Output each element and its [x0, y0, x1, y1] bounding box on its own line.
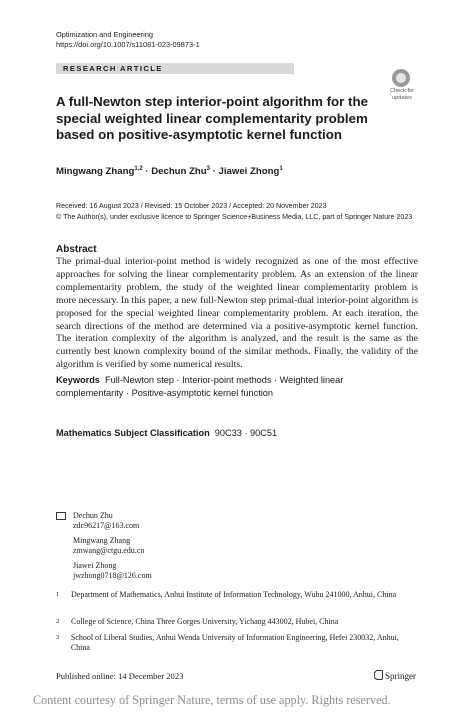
dates-line: Received: 16 August 2023 / Revised: 15 October 2023 / Accepted: 20 November 2023: [56, 202, 327, 210]
corresponding-author-name: Dechun Zhu: [73, 511, 113, 520]
doi-link[interactable]: https://doi.org/10.1007/s11081-023-09873-1: [56, 40, 200, 49]
author-name: Jiawei Zhong: [218, 166, 280, 177]
keywords-text: Full-Newton step · Interior-point methods · Weighted linear complementarity · Positive-asymptotic kernel function: [56, 375, 344, 398]
publisher-logo: [374, 670, 416, 681]
journal-name: Optimization and Engineering: [56, 30, 153, 39]
check-for-updates-badge[interactable]: [385, 69, 419, 104]
article-title: A full-Newton step interior-point algorithm for the special weighted linear complementarity problem based on positive-asymptotic kernel function: [56, 94, 368, 142]
author-name: Jiawei Zhong: [73, 560, 117, 570]
author-affiliation-ref: 1,2: [134, 165, 143, 172]
msc-codes: 90C33 · 90C51: [214, 428, 278, 438]
article-type-label: RESEARCH ARTICLE: [63, 64, 163, 73]
springer-horse-icon: [374, 670, 383, 680]
article-history: [56, 201, 412, 222]
abstract-text: The primal-dual interior-point method is widely recognized as one of the most effective approaches for solving the linear complementarity problem. As an extension of the linear complementarity problem, the study of the weighted linear complementarity problem is more necessary. In this paper, a new full-Newton step primal-dual interior-point algorithm is proposed for the special weighted linear complementarity problem. At each iteration, the search directions of the method are determined via a positive-asymptotic kernel function. The iteration complexity of the algorithm is analyzed, and the result is the same as the currently best known complexity bound of the similar methods. Finally, the validity of the algorithm is verified by some numerical results.: [56, 256, 418, 371]
author-affiliation-ref: 1: [279, 165, 283, 172]
affiliation-number: 1: [56, 591, 60, 598]
affiliation-text: School of Liberal Studies, Anhui Wenda University of Information Engineering, Hefei 230032, Anhui, China: [70, 633, 399, 653]
abstract-heading: Abstract: [56, 244, 97, 255]
affiliation-text: Department of Mathematics, Anhui Institute of Information Technology, Wuhu 241000, Anhui, China: [71, 590, 397, 599]
affiliation-text: College of Science, China Three Gorges University, Yichang 443002, Hubei, China: [71, 617, 339, 626]
author-name: Mingwang Zhang: [73, 535, 131, 545]
author-affiliation-ref: 3: [206, 165, 210, 172]
msc-label: Mathematics Subject Classification: [56, 428, 210, 438]
affiliation: [56, 633, 416, 654]
author-name: Dechun Zhu: [151, 166, 207, 177]
author-email[interactable]: zmwang@ctgu.edu.cn: [73, 546, 145, 556]
author-list: Mingwang Zhang$^{1,2}$ · Dechun Zhu$^3$ · Jiawei Zhong$^1$: [56, 165, 283, 177]
author-email[interactable]: jwzhong0718@126.com: [73, 571, 152, 581]
published-date: Published online: 14 December 2023: [56, 671, 184, 681]
copyright-line: © The Author(s), under exclusive licence to Springer Science+Business Media, LLC, part of Springer Nature 2023: [56, 212, 413, 221]
affiliation-number: 3: [56, 634, 60, 641]
envelope-icon: [56, 512, 66, 520]
msc-classification: [56, 427, 277, 439]
keywords: [56, 374, 386, 399]
courtesy-notice: Content courtesy of Springer Nature, terms of use apply. Rights reserved.: [33, 693, 391, 707]
publisher-name: Springer: [385, 671, 416, 681]
author-email[interactable]: zdc96217@163.com: [73, 521, 140, 531]
check-for-updates-icon: [392, 69, 410, 87]
keywords-label: Keywords: [56, 375, 100, 385]
affiliation: [56, 617, 416, 627]
check-for-updates-label: Check for updates: [390, 88, 414, 101]
affiliation: [56, 590, 416, 600]
author-name: Mingwang Zhang: [56, 166, 135, 177]
affiliation-number: 2: [56, 618, 60, 625]
journal-header: [56, 30, 200, 50]
correspondence-block: [56, 511, 152, 585]
